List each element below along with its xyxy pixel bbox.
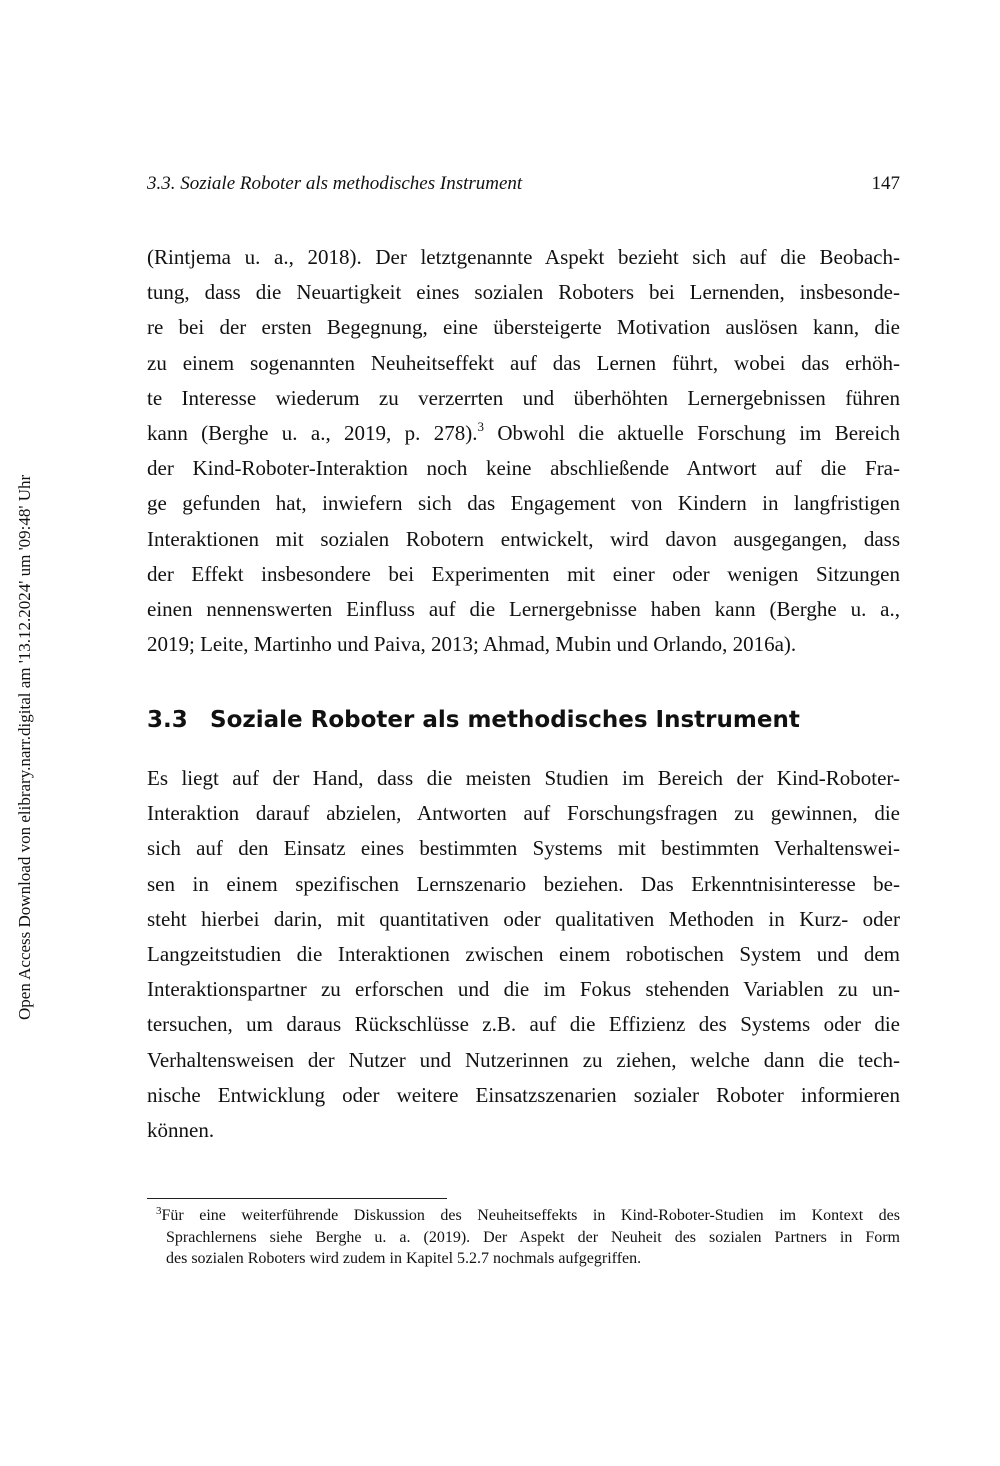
access-watermark: Open Access Download von elibrary.narr.digital am '13.12.2024' um '09:48' Uhr: [15, 474, 34, 1020]
text-fragment: Obwohl die aktuelle Forschung im Bereich: [497, 420, 901, 445]
text-line: Es liegt auf der Hand, dass die meisten Studien im Bereich der Kind-Roboter-: [147, 766, 900, 790]
text-line: [147, 416, 900, 451]
footnote-divider: [147, 1198, 447, 1199]
text-line: steht hierbei darin, mit quantitativen oder qualitativen Methoden in Kurz- oder: [147, 906, 900, 931]
text-line: re bei der ersten Begegnung, eine übersteigerte Motivation auslösen kann, die: [147, 315, 900, 340]
text-line: einen nennenswerten Einfluss auf die Lernergebnisse haben kann (Berghe u. a.,: [147, 596, 900, 621]
text-line: tung, dass die Neuartigkeit eines sozialen Roboters bei Lernenden, insbesonde-: [147, 280, 900, 305]
running-title: 3.3. Soziale Roboter als methodisches Instrument: [147, 173, 523, 194]
footnote-line: des sozialen Roboters wird zudem in Kapitel 5.2.7 nochmals aufgegriffen.: [166, 1250, 642, 1267]
footnote: [147, 1205, 900, 1270]
text-line: Langzeitstudien die Interaktionen zwischen einem robotischen System und dem: [147, 941, 900, 966]
text-line: der Effekt insbesondere bei Experimenten mit einer oder wenigen Sitzungen: [147, 561, 900, 586]
text-line: zu einem sogenannten Neuheitseffekt auf das Lernen führt, wobei das erhöh-: [147, 350, 900, 375]
text-line: Interaktionen mit sozialen Robotern entwickelt, wird davon ausgegangen, dass: [147, 526, 900, 551]
footnote-line: Sprachlernens siehe Berghe u. a. (2019). Der Aspekt der Neuheit des sozialen Partners in Form: [166, 1228, 900, 1246]
text-line: tersuchen, um daraus Rückschlüsse z.B. auf die Effizienz des Systems oder die: [147, 1012, 900, 1037]
footnote-line: [147, 1205, 900, 1227]
section-title: Soziale Roboter als methodisches Instrument: [210, 707, 800, 733]
text-line: Interaktionspartner zu erforschen und die im Fokus stehenden Variablen zu un-: [147, 977, 900, 1002]
text-line: sich auf den Einsatz eines bestimmten Systems mit bestimmten Verhaltenswei-: [147, 836, 900, 861]
text-line: Interaktion darauf abzielen, Antworten auf Forschungsfragen zu gewinnen, die: [147, 801, 900, 826]
paragraph-novelty-effect: [147, 240, 900, 662]
section-number: 3.3: [147, 707, 188, 733]
text-line: (Rintjema u. a., 2018). Der letztgenannte Aspekt bezieht sich auf die Beobach-: [147, 245, 900, 269]
running-header: [147, 170, 900, 198]
text-line: te Interesse wiederum zu verzerrten und überhöhten Lernergebnissen führen: [147, 385, 900, 410]
paragraph-methodological-instrument: [147, 761, 900, 1148]
text-line: Verhaltensweisen der Nutzer und Nutzerinnen zu ziehen, welche dann die tech-: [147, 1047, 900, 1072]
text-line: der Kind-Roboter-Interaktion noch keine abschließende Antwort auf die Fra-: [147, 456, 900, 481]
section-heading: [147, 702, 900, 738]
footnote-marker: 3: [156, 1205, 162, 1217]
footnote-text: Für eine weiterführende Diskussion des Neuheitseffekts in Kind-Roboter-Studien im Kontext des: [161, 1207, 900, 1224]
page-number: 147: [871, 173, 900, 194]
text-line: können.: [147, 1117, 215, 1142]
text-line: sen in einem spezifischen Lernszenario beziehen. Das Erkenntnisinteresse be-: [147, 871, 900, 896]
text-fragment: kann (Berghe u. a., 2019, p. 278).: [147, 420, 478, 445]
text-line: 2019; Leite, Martinho und Paiva, 2013; Ahmad, Mubin und Orlando, 2016a).: [147, 632, 797, 657]
text-line: nische Entwicklung oder weitere Einsatzszenarien sozialer Roboter informieren: [147, 1082, 900, 1107]
footnote-reference[interactable]: 3: [477, 418, 484, 434]
text-line: ge gefunden hat, inwiefern sich das Engagement von Kindern in langfristigen: [147, 491, 900, 516]
